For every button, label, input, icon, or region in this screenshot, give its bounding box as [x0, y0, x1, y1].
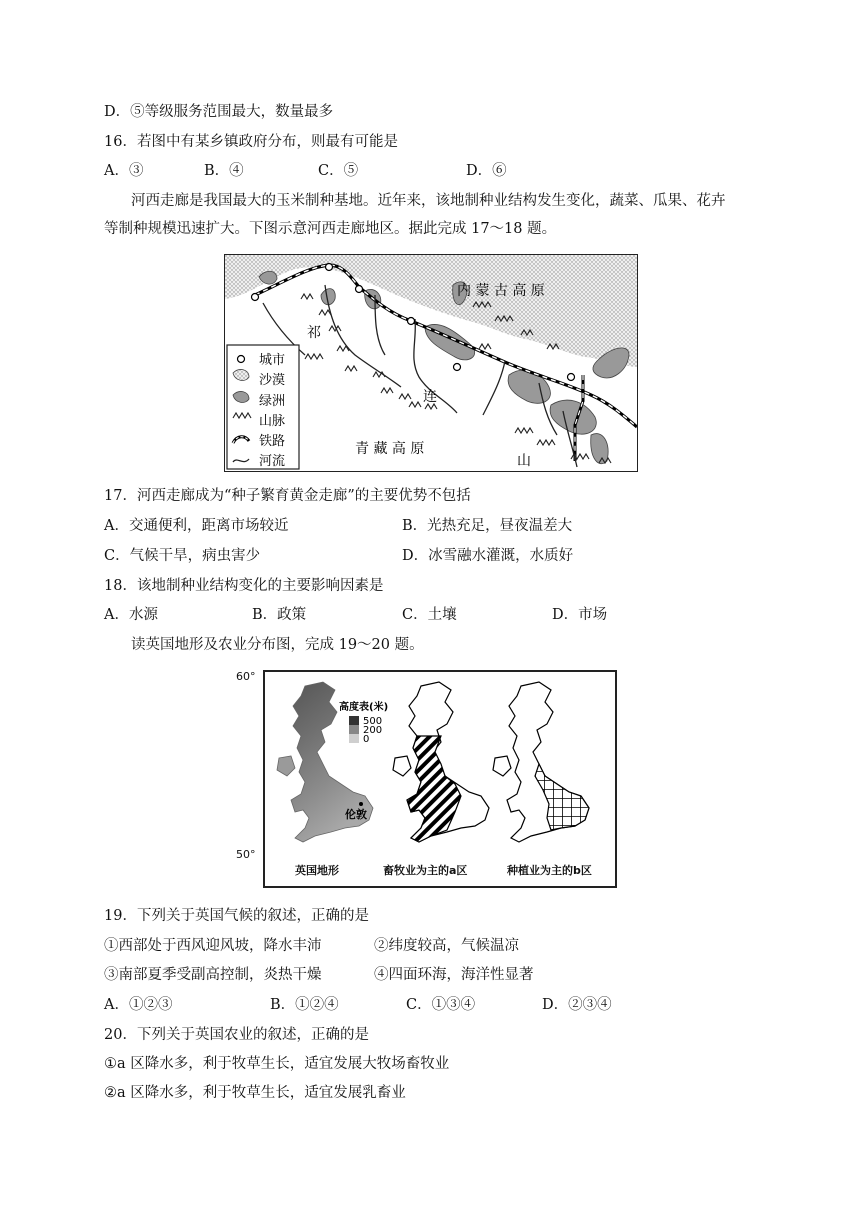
q17-stem: 17．河西走廊成为“种子繁育黄金走廊”的主要优势不包括	[104, 488, 471, 504]
q20-stem: 20．下列关于英国农业的叙述，正确的是	[104, 1027, 369, 1043]
q17-option-d: D．冰雪融水灌溉，水质好	[402, 548, 574, 564]
lat-50-label: 50°	[236, 848, 256, 861]
legend-label: 山脉	[259, 414, 286, 429]
passage-uk: 读英国地形及农业分布图，完成 19～20 题。	[131, 637, 424, 653]
elevation-legend-title: 高度表(米)	[339, 702, 389, 713]
hexi-corridor-map	[224, 254, 638, 472]
elevation-legend-value: 200	[363, 725, 383, 736]
uk-figure	[263, 670, 617, 888]
q16-stem: 16．若图中有某乡镇政府分布，则最有可能是	[104, 134, 398, 150]
q19-option-a: A．①②③	[104, 997, 173, 1013]
q19-statement-4: ④四面环海，海洋性显著	[374, 967, 534, 983]
q18-option-d: D．市场	[552, 607, 608, 623]
q17-option-a: A．交通便利，距离市场较近	[104, 518, 289, 534]
caption-livestock: 畜牧业为主的a区	[383, 864, 468, 877]
elevation-legend-value: 500	[363, 716, 383, 727]
lat-60-label: 60°	[236, 670, 256, 683]
q19-stem: 19．下列关于英国气候的叙述，正确的是	[104, 908, 369, 924]
caption-terrain: 英国地形	[295, 864, 339, 877]
elevation-0-swatch	[349, 734, 359, 743]
q17-option-c: C．气候干旱，病虫害少	[104, 548, 261, 564]
q19-statement-1: ①西部处于西风迎风坡，降水丰沛	[104, 938, 322, 954]
elevation-legend-value: 0	[363, 734, 370, 745]
legend-label: 河流	[259, 454, 286, 469]
legend-label: 城市	[259, 353, 286, 368]
q16-option-c: C．⑤	[318, 163, 359, 179]
label-qinghai-tibet: 青 藏 高 原	[355, 441, 425, 457]
london-marker	[359, 802, 363, 806]
elevation-500-swatch	[349, 716, 359, 725]
passage-hexi-line1: 河西走廊是我国最大的玉米制种基地。近年来，该地制种业结构发生变化，蔬菜、瓜果、花卉	[131, 193, 726, 209]
legend-label: 沙漠	[259, 373, 286, 388]
q15-option-d: D．⑤等级服务范围最大，数量最多	[104, 104, 334, 120]
q16-option-a: A．③	[104, 163, 144, 179]
q20-statement-1: ①a 区降水多，利于牧草生长，适宜发展大牧场畜牧业	[104, 1056, 450, 1072]
q17-option-b: B．光热充足，昼夜温差大	[402, 518, 573, 534]
q19-statement-3: ③南部夏季受副高控制，炎热干燥	[104, 967, 322, 983]
q19-option-c: C．①③④	[406, 997, 476, 1013]
q19-statement-2: ②纬度较高，气候温凉	[374, 938, 519, 954]
q16-option-b: B．④	[204, 163, 244, 179]
elevation-200-swatch	[349, 725, 359, 734]
passage-hexi-line2: 等制种规模迅速扩大。下图示意河西走廊地区。据此完成 17～18 题。	[104, 221, 557, 237]
city-icon	[238, 356, 245, 363]
q18-option-c: C．土壤	[402, 607, 457, 623]
caption-crop: 种植业为主的b区	[507, 864, 592, 877]
q18-stem: 18．该地制种业结构变化的主要影响因素是	[104, 578, 384, 594]
label-shan: 山	[517, 453, 531, 469]
legend-label: 铁路	[259, 434, 286, 449]
q19-option-d: D．②③④	[542, 997, 612, 1013]
q20-statement-2: ②a 区降水多，利于牧草生长，适宜发展乳畜业	[104, 1085, 406, 1101]
label-qi: 祁	[307, 325, 321, 341]
q16-option-d: D．⑥	[466, 163, 507, 179]
label-lian: 连	[423, 389, 437, 405]
q19-option-b: B．①②④	[270, 997, 339, 1013]
q18-option-a: A．水源	[104, 607, 158, 623]
label-inner-mongolia: 内 蒙 古 高 原	[457, 283, 545, 299]
london-label: 伦敦	[345, 808, 367, 821]
legend-label: 绿洲	[259, 394, 286, 409]
q18-option-b: B．政策	[252, 607, 307, 623]
